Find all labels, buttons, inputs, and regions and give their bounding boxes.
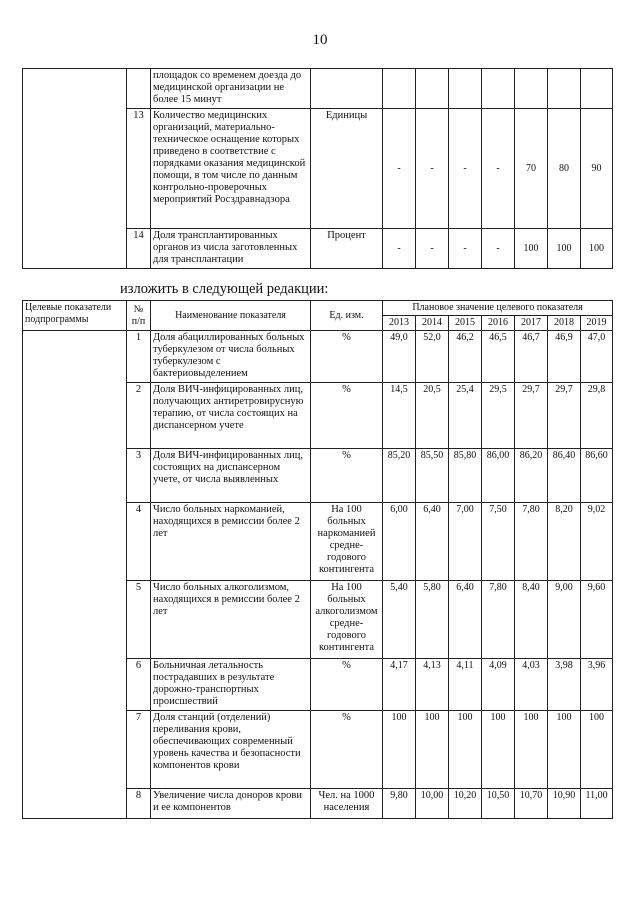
row-number: 7 — [127, 711, 151, 789]
table-row — [23, 69, 613, 109]
value-cell: 5,80 — [416, 581, 449, 659]
indicator-name: Число больных алкоголизмом, находящихся в ремиссии более 2 лет — [151, 581, 311, 659]
indicator-name: Число больных наркоманией, находящихся в ремиссии более 2 лет — [151, 503, 311, 581]
value-cell: 4,03 — [515, 659, 548, 711]
row-number: 3 — [127, 449, 151, 503]
indicator-name: Доля станций (отделений) переливания крови, обеспечивающих современный уровень качества и безопасности компонентов крови — [151, 711, 311, 789]
header-indicator-name: Наименование показателя — [151, 301, 311, 331]
value-cell: - — [449, 109, 482, 229]
value-cell — [581, 69, 613, 109]
indicator-name: Доля абациллированных больных туберкулезом от числа больных туберкулезом с бактериовыделением — [151, 331, 311, 383]
value-cell: 100 — [515, 229, 548, 269]
empty-cell — [23, 69, 127, 269]
header-row — [23, 301, 613, 316]
value-cell: 14,5 — [383, 383, 416, 449]
value-cell — [383, 69, 416, 109]
row-number: 5 — [127, 581, 151, 659]
header-year: 2019 — [581, 316, 613, 331]
value-cell: 4,13 — [416, 659, 449, 711]
value-cell: 10,90 — [548, 789, 581, 819]
header-unit: Ед. изм. — [311, 301, 383, 331]
value-cell: 10,20 — [449, 789, 482, 819]
header-target-indicators: Целевые показатели подпрограммы — [23, 301, 127, 331]
value-cell: 46,5 — [482, 331, 515, 383]
row-number: 8 — [127, 789, 151, 819]
header-year: 2016 — [482, 316, 515, 331]
row-number: 1 — [127, 331, 151, 383]
indicator-name: Количество медицинских организаций, материально-техническое оснащение которых приведено в соответствие с порядками оказания медицинской помощи, в том числе по данным контрольно-проверочных мероприятий Росздравнадзора — [151, 109, 311, 229]
value-cell: 86,00 — [482, 449, 515, 503]
value-cell: 100 — [581, 711, 613, 789]
unit-cell: На 100 больных наркоманией средне-годового контингента — [311, 503, 383, 581]
unit-cell: На 100 больных алкоголизмом средне-годового контингента — [311, 581, 383, 659]
value-cell: 4,17 — [383, 659, 416, 711]
unit-cell: Процент — [311, 229, 383, 269]
value-cell: 47,0 — [581, 331, 613, 383]
value-cell: 100 — [383, 711, 416, 789]
value-cell: 6,40 — [449, 581, 482, 659]
value-cell: 8,40 — [515, 581, 548, 659]
value-cell: 4,11 — [449, 659, 482, 711]
row-number: 14 — [127, 229, 151, 269]
header-year: 2017 — [515, 316, 548, 331]
header-number: № п/п — [127, 301, 151, 331]
row-number: 13 — [127, 109, 151, 229]
value-cell: 100 — [449, 711, 482, 789]
value-cell: 5,40 — [383, 581, 416, 659]
value-cell: 100 — [548, 229, 581, 269]
unit-cell: Единицы — [311, 109, 383, 229]
indicator-name: площадок со временем доезда до медицинской организации не более 15 минут — [151, 69, 311, 109]
value-cell: - — [416, 229, 449, 269]
value-cell: 3,98 — [548, 659, 581, 711]
value-cell — [482, 69, 515, 109]
value-cell: - — [383, 229, 416, 269]
value-cell: - — [449, 229, 482, 269]
value-cell: 9,00 — [548, 581, 581, 659]
indicator-name: Увеличение числа доноров крови и ее компонентов — [151, 789, 311, 819]
intro-text: изложить в следующей редакции: — [120, 281, 329, 297]
indicator-name: Доля ВИЧ-инфицированных лиц, состоящих на диспансерном учете, от числа выявленных — [151, 449, 311, 503]
unit-cell: % — [311, 659, 383, 711]
value-cell — [416, 69, 449, 109]
value-cell: 6,00 — [383, 503, 416, 581]
value-cell: - — [416, 109, 449, 229]
value-cell: 52,0 — [416, 331, 449, 383]
value-cell: 80 — [548, 109, 581, 229]
header-planned-values: Плановое значение целевого показателя — [383, 301, 613, 316]
value-cell: 25,4 — [449, 383, 482, 449]
value-cell: 29,8 — [581, 383, 613, 449]
indicator-name: Доля ВИЧ-инфицированных лиц, получающих антиретровирусную терапию, от числа состоящих на диспансерном учете — [151, 383, 311, 449]
header-year: 2014 — [416, 316, 449, 331]
value-cell: 29,5 — [482, 383, 515, 449]
value-cell: 9,80 — [383, 789, 416, 819]
value-cell: - — [482, 229, 515, 269]
indicator-name: Больничная летальность пострадавших в результате дорожно-транспортных происшествий — [151, 659, 311, 711]
value-cell: 8,20 — [548, 503, 581, 581]
row-number: 6 — [127, 659, 151, 711]
row-number — [127, 69, 151, 109]
table-row — [23, 331, 613, 383]
value-cell — [449, 69, 482, 109]
value-cell: 7,80 — [482, 581, 515, 659]
unit-cell: % — [311, 383, 383, 449]
unit-cell: Чел. на 1000 населения — [311, 789, 383, 819]
previous-indicators-table — [22, 68, 613, 269]
value-cell: 4,09 — [482, 659, 515, 711]
value-cell: 7,00 — [449, 503, 482, 581]
unit-cell: % — [311, 711, 383, 789]
value-cell: 46,2 — [449, 331, 482, 383]
unit-cell: % — [311, 449, 383, 503]
value-cell: 46,7 — [515, 331, 548, 383]
value-cell: 6,40 — [416, 503, 449, 581]
value-cell: 100 — [581, 229, 613, 269]
indicators-table — [22, 300, 613, 819]
value-cell: 100 — [548, 711, 581, 789]
value-cell: 100 — [416, 711, 449, 789]
value-cell: 10,50 — [482, 789, 515, 819]
value-cell: 7,80 — [515, 503, 548, 581]
row-number: 4 — [127, 503, 151, 581]
value-cell: 3,96 — [581, 659, 613, 711]
unit-cell — [311, 69, 383, 109]
value-cell: 29,7 — [515, 383, 548, 449]
value-cell: 29,7 — [548, 383, 581, 449]
value-cell: - — [383, 109, 416, 229]
empty-cell — [23, 331, 127, 819]
value-cell: 85,80 — [449, 449, 482, 503]
value-cell: 70 — [515, 109, 548, 229]
value-cell: 20,5 — [416, 383, 449, 449]
value-cell: 100 — [482, 711, 515, 789]
value-cell: 9,60 — [581, 581, 613, 659]
page-number: 10 — [312, 32, 328, 48]
value-cell: 86,60 — [581, 449, 613, 503]
value-cell: 7,50 — [482, 503, 515, 581]
value-cell — [515, 69, 548, 109]
value-cell: 11,00 — [581, 789, 613, 819]
header-year: 2018 — [548, 316, 581, 331]
value-cell: 10,70 — [515, 789, 548, 819]
value-cell: 86,20 — [515, 449, 548, 503]
value-cell: 9,02 — [581, 503, 613, 581]
row-number: 2 — [127, 383, 151, 449]
header-year: 2015 — [449, 316, 482, 331]
value-cell — [548, 69, 581, 109]
unit-cell: % — [311, 331, 383, 383]
value-cell: 85,20 — [383, 449, 416, 503]
indicator-name: Доля трансплантированных органов из числа заготовленных для трансплантации — [151, 229, 311, 269]
value-cell: 100 — [515, 711, 548, 789]
value-cell: 46,9 — [548, 331, 581, 383]
value-cell: 85,50 — [416, 449, 449, 503]
value-cell: 86,40 — [548, 449, 581, 503]
value-cell: 49,0 — [383, 331, 416, 383]
value-cell: - — [482, 109, 515, 229]
value-cell: 90 — [581, 109, 613, 229]
header-year: 2013 — [383, 316, 416, 331]
value-cell: 10,00 — [416, 789, 449, 819]
